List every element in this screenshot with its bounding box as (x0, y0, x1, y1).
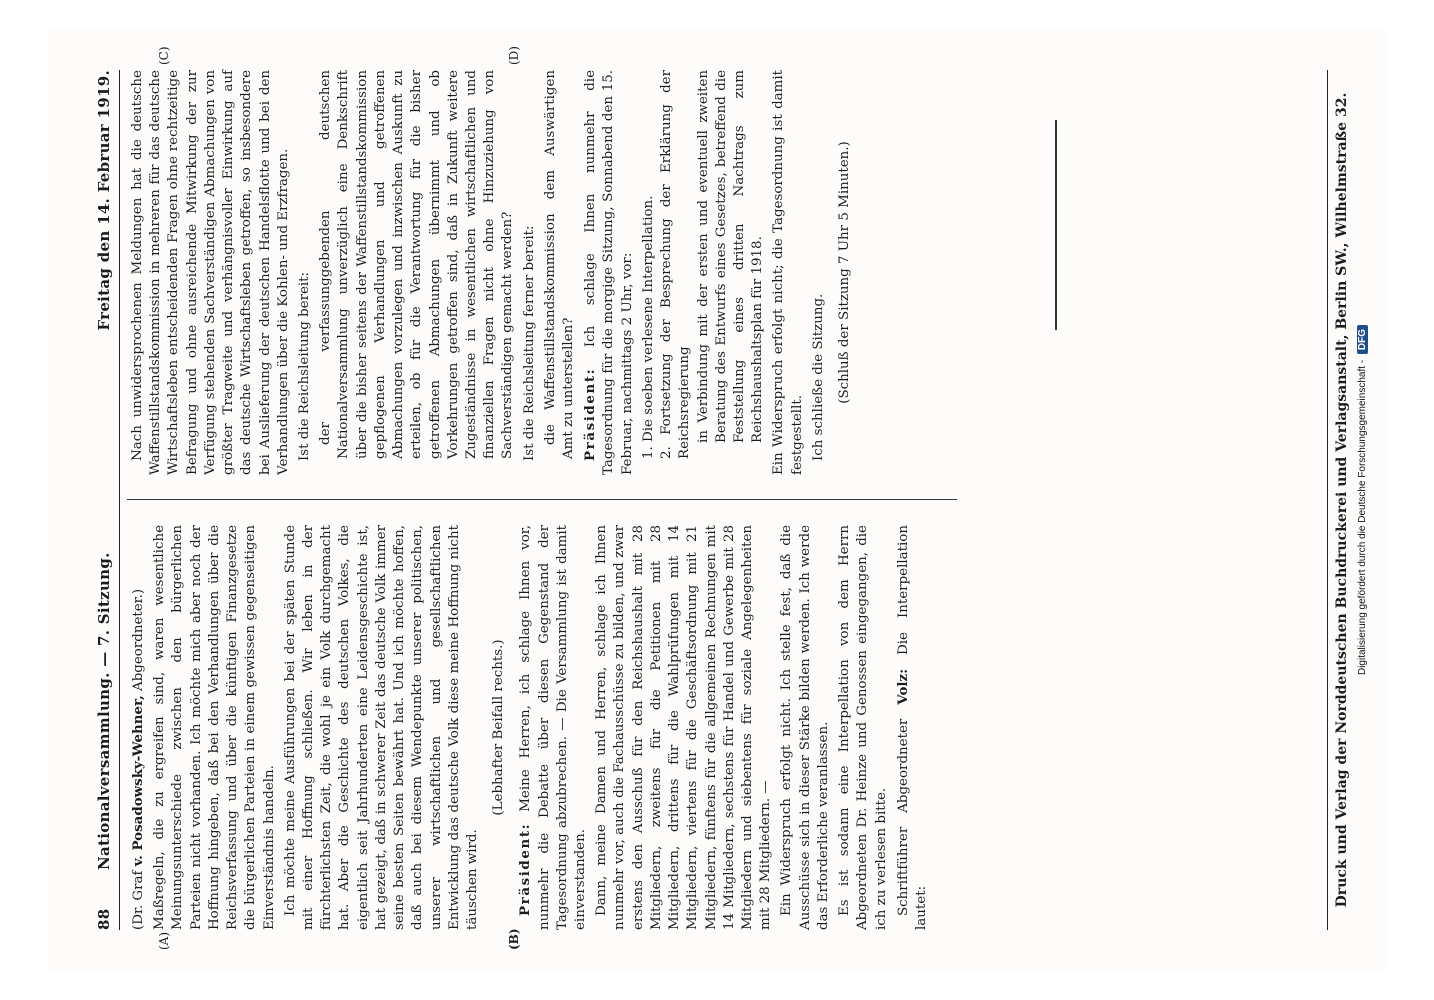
dfg-logo: DFG (1357, 325, 1368, 354)
applause-note: (Lebhafter Beifall rechts.) (491, 639, 507, 816)
margin-marker-b: (B) (507, 928, 521, 950)
paragraph: Ich möchte meine Ausführungen bei der späten Stunde mit einer Hoffnung schließen. Wir leben in der fürchterlichsten Zeit, die wohl je ein Volk durchgemacht hat. Aber die Geschichte des deutschen Volkes, die eigentlich seit Jahrhunderten eine Leidensgeschichte ist, hat gezeigt, daß in schwerer Zeit das deutsche Volk immer seine besten Seiten bewährt hat. Und ich möchte hoffen, daß auch bei diesem Wendepunkte unserer politischen, unserer wirtschaftlichen und gesellschaftlichen Entwicklung das deutsche Volk diese meine Hoffnung nicht täuschen wird. (282, 525, 480, 930)
question-text: der verfassunggebenden deutschen Nationalversammlung unverzüglich eine Denkschrift über die bisher seitens der Waffenstillstandskommission gepflogenen Verhandlungen und getroffenen Abmachungen vorzulegen und inzwischen Auskunft zu erteilen, ob für die Verantwortung für die bisher getroffenen Abmachungen übernimmt und ob Vorkehrungen getroffen sind, daß in Zukunft weitere Zugeständnisse in wesentlichen wirtschaftlichen und finanziellen Fragen nicht ohne Hinzuziehung von Sachverständigen gemacht werden? (318, 70, 516, 459)
left-column (129, 525, 934, 930)
paragraph-text: Ich schlage Ihnen nunmehr die Tagesordnung für die morgige Sitzung, Sonnabend den 15. Februar, nachmittags 2 Uhr, vor: (583, 70, 635, 475)
paragraph: Ein Widerspruch erfolgt nicht; die Tagesordnung ist damit festgestellt. (771, 70, 805, 475)
secretary-paragraph (894, 525, 931, 930)
digitization-text: Digitalisierung gefördert durch die Deutsche Forschungsgemeinschaft - (1357, 359, 1368, 676)
margin-marker-a: (A) (157, 931, 171, 950)
question-heading: Ist die Reichsleitung bereit: (296, 271, 312, 461)
margin-marker-c: (C) (157, 46, 171, 65)
header-left-title: Nationalversammlung. — 7. Sitzung. (95, 552, 113, 870)
page-header (87, 70, 120, 930)
margin-marker-d: (D) (507, 46, 521, 65)
paragraph: Maßregeln, die zu ergreifen sind, waren wesentliche Meinungsunterschiede zwischen den bürgerlichen Parteien nicht vorhanden. Ich möchte mich aber noch der Hoffnung hingeben, daß bei den Verhandlungen über die Reichsverfassung und über die künftigen Finanzgesetze die bürgerlichen Parteien in einem gewissen gegenseitigen Einverständnis handeln. (152, 525, 277, 930)
president-paragraph (516, 525, 590, 930)
page-number: 88 (95, 908, 113, 930)
paragraph: Ich schließe die Sitzung. (810, 293, 826, 461)
speaker-intro: (Dr. Graf (131, 870, 146, 930)
president-paragraph (581, 70, 637, 475)
digitization-note (1357, 70, 1368, 930)
end-rule (1055, 120, 1057, 330)
agenda-item: 2. Fortsetzung der Besprechung der Erklärung der Reichsregierung (659, 70, 693, 459)
paragraph: Es ist sodann eine Interpellation von dem Herrn Abgeordneten Dr. Heinze und Genossen eingegangen, die ich zu verlesen bitte. (837, 525, 889, 930)
paragraph: Ein Widerspruch erfolgt nicht. Ich stelle fest, daß die Ausschüsse sich in dieser Stärke bilden werden. Ich werde das Erforderliche veranlassen. (779, 525, 831, 930)
secretary-name: Volz: (894, 668, 911, 705)
question-heading: Ist die Reichsleitung ferner bereit: (521, 225, 537, 461)
header-right-title: Freitag den 14. Februar 1919. (95, 70, 113, 331)
secretary-label: Schriftführer Abgeordneter (895, 718, 911, 916)
agenda-item-detail: in Verbindung mit der ersten und eventuell zweiten Beratung des Entwurfs eines Gesetzes, betreffend die Feststellung eines dritten Nachtrags zum Reichshaushaltsplan für 1918. (695, 70, 766, 443)
speaker-line (129, 525, 148, 930)
closing-note: (Schluß der Sitzung 7 Uhr 5 Minuten.) (837, 141, 853, 404)
paragraph-text: Die Interpellation lautet: (895, 525, 929, 930)
president-label: Präsident: (517, 822, 534, 916)
speaker-name: v. Posadowsky-Wehner, (130, 695, 146, 867)
imprint-footer: Druck und Verlag der Norddeutschen Buchdruckerei und Verlagsanstalt, Berlin SW., Wilhelmstraße 32. (1327, 70, 1350, 930)
paragraph: Dann, meine Damen und Herren, schlage ich Ihnen nunmehr vor, auch die Fachausschüsse zu bilden, und zwar erstens den Ausschuß für den Reichshaushalt mit 28 Mitgliedern, zweitens für die Petitionen mit 28 Mitgliedern, drittens für die Wahlprüfungen mit 14 Mitgliedern, viertens für die Geschäftsordnung mit 21 Mitgliedern, fünftens für die allgemeinen Rechnungen mit 14 Mitgliedern, sechstens für Handel und Gewerbe mit 28 Mitgliedern und siebentens für soziale Angelegenheiten mit 28 Mitgliedern. — (594, 525, 774, 930)
interpellation-text: Nach unwidersprochenen Meldungen hat die deutsche Waffenstillstandskommission in mehreren für das deutsche Wirtschaftsleben entscheidenden Fragen ohne rechtzeitige Befragung und ohne ausreichende Mitwirkung der zur Verfügung stehenden Sachverständigen Abmachungen von größter Tragweite und verhängnisvoller Einwirkung auf das deutsche Wirtschaftsleben getroffen, so insbesondere bei Auslieferung der deutschen Handelsflotte und bei den Verhandlungen über die Kohlen- und Erzfragen. (130, 70, 291, 475)
question-text: die Waffenstillstandskommission dem Auswärtigen Amt zu unterstellen? (542, 70, 577, 459)
president-label: Präsident: (582, 367, 599, 461)
paragraph-text: Meine Herren, ich schlage Ihnen vor, nunmehr die Debatte über diesen Gegenstand der Tagesordnung abzubrechen. — Die Versammlung ist damit einverstanden. (518, 525, 589, 930)
column-separator (127, 499, 957, 500)
speaker-role: Abgeordneter.) (131, 588, 146, 691)
agenda-item: 1. Die soeben verlesene Interpellation. (640, 195, 656, 459)
rotated-document-page (47, 30, 1387, 970)
right-column (129, 70, 862, 475)
agenda-list (640, 70, 768, 475)
